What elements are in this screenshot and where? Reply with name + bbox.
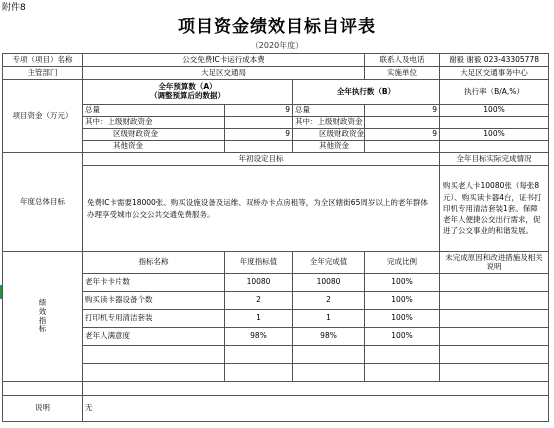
budget-header-line1: 全年预算数（A） (158, 82, 217, 92)
perf-row (3, 292, 549, 310)
funds-row (3, 105, 549, 117)
perf-note[interactable] (440, 292, 549, 310)
perf-target[interactable]: 2 (225, 292, 293, 310)
funds-budget-value[interactable]: 9 (225, 129, 293, 141)
perf-header-row (3, 252, 549, 274)
perf-actual[interactable] (293, 364, 365, 382)
note-label: 说明 (3, 396, 83, 422)
funds-budget-label: 总量 (83, 105, 225, 117)
perf-name[interactable]: 老年人满意度 (83, 328, 225, 346)
annual-body-row (3, 166, 549, 252)
perf-label-char: 指 (38, 315, 47, 325)
budget-header-line2: （调整预算后的数据） (150, 91, 225, 100)
funds-exec-label: 其中：上级财政资金 (293, 117, 365, 129)
annual-actual-text[interactable]: 购买老人卡10080张（每张8元）、购买读卡器4台，证书打印机专用清洁套装1套。保障老年人便捷公交出行需求，促进了公交事业的和谐发展。 (440, 166, 549, 252)
spacer-row (3, 382, 549, 396)
contact-label: 联系人及电话 (365, 54, 440, 67)
note-row (3, 396, 549, 422)
perf-header-ratio: 完成比例 (365, 252, 440, 274)
funds-exec-label: 其他资金 (293, 141, 365, 153)
perf-header-note: 未完成原因和改进措施及相关说明 (440, 252, 549, 274)
perf-note[interactable] (440, 310, 549, 328)
funds-budget-label: 区级财政资金 (83, 129, 225, 141)
funds-row (3, 117, 549, 129)
perf-label-char: 绩 (38, 298, 47, 308)
funds-budget-label: 其中：上级财政资金 (83, 117, 225, 129)
perf-name[interactable]: 购买读卡器设备个数 (83, 292, 225, 310)
project-name-value[interactable]: 公交免费IC卡运行成本费 (83, 54, 365, 67)
perf-label-char: 标 (38, 324, 47, 334)
perf-target[interactable]: 10080 (225, 274, 293, 292)
dept-label: 主管部门 (3, 67, 83, 80)
perf-target[interactable]: 98% (225, 328, 293, 346)
perf-header-name: 指标名称 (83, 252, 225, 274)
project-name-label: 专项（项目）名称 (3, 54, 83, 67)
perf-target[interactable]: 1 (225, 310, 293, 328)
funds-exec-value[interactable] (365, 141, 440, 153)
attachment-label: 附件8 (2, 3, 26, 13)
dept-row (3, 67, 549, 80)
perf-actual[interactable] (293, 346, 365, 364)
perf-ratio[interactable] (365, 364, 440, 382)
perf-ratio[interactable] (365, 346, 440, 364)
exec-header: 全年执行数（B） (293, 80, 440, 105)
perf-name[interactable]: 老年卡卡片数 (83, 274, 225, 292)
perf-note[interactable] (440, 346, 549, 364)
funds-budget-value[interactable]: 9 (225, 105, 293, 117)
annual-actual-header: 全年目标实际完成情况 (440, 153, 549, 166)
perf-actual[interactable]: 1 (293, 310, 365, 328)
perf-name[interactable] (83, 346, 225, 364)
annual-header-row (3, 153, 549, 166)
annual-label: 年度总体目标 (3, 153, 83, 252)
funds-exec-label: 总量 (293, 105, 365, 117)
budget-header (83, 80, 293, 105)
perf-header-target: 年度指标值 (225, 252, 293, 274)
funds-exec-value[interactable]: 9 (365, 105, 440, 117)
funds-exec-label: 区级财政资金 (293, 129, 365, 141)
funds-rate-value[interactable]: 100% (440, 105, 549, 117)
perf-actual[interactable]: 10080 (293, 274, 365, 292)
funds-budget-label: 其他资金 (83, 141, 225, 153)
funds-header-row (3, 80, 549, 105)
annual-target-header: 年初设定目标 (83, 153, 440, 166)
perf-note[interactable] (440, 328, 549, 346)
evaluation-table (2, 53, 549, 422)
perf-target[interactable] (225, 346, 293, 364)
funds-rate-value[interactable] (440, 141, 549, 153)
funds-rate-value[interactable]: 100% (440, 129, 549, 141)
perf-row (3, 274, 549, 292)
unit-value[interactable]: 大足区交通事务中心 (440, 67, 549, 80)
contact-value[interactable]: 谢毅 谢毅 023-43305778 (440, 54, 549, 67)
perf-row (3, 328, 549, 346)
perf-label (3, 252, 83, 382)
form-year: （2020年度） (250, 41, 304, 50)
perf-row (3, 346, 549, 364)
perf-header-actual: 全年完成值 (293, 252, 365, 274)
note-value[interactable]: 无 (83, 396, 549, 422)
perf-actual[interactable]: 2 (293, 292, 365, 310)
perf-name[interactable]: 打印机专用清洁套装 (83, 310, 225, 328)
perf-ratio[interactable]: 100% (365, 328, 440, 346)
perf-actual[interactable]: 98% (293, 328, 365, 346)
perf-ratio[interactable]: 100% (365, 310, 440, 328)
perf-name[interactable] (83, 364, 225, 382)
spacer-cell (83, 382, 549, 396)
funds-exec-value[interactable]: 9 (365, 129, 440, 141)
perf-ratio[interactable]: 100% (365, 274, 440, 292)
perf-note[interactable] (440, 274, 549, 292)
perf-target[interactable] (225, 364, 293, 382)
perf-note[interactable] (440, 364, 549, 382)
funds-exec-value[interactable] (365, 117, 440, 129)
perf-label-char: 效 (38, 306, 47, 316)
perf-ratio[interactable]: 100% (365, 292, 440, 310)
funds-label: 项目资金（万元） (3, 80, 83, 153)
funds-row (3, 129, 549, 141)
rate-header: 执行率（B/A,%） (440, 80, 549, 105)
perf-row (3, 310, 549, 328)
unit-label: 实施单位 (365, 67, 440, 80)
funds-budget-value[interactable] (225, 117, 293, 129)
project-row (3, 54, 549, 67)
annual-target-text[interactable]: 免费IC卡需要18000张、购买设施设备及运维、双桥办卡点房租等，为全区辖街65周岁以上的老年群体办理享受城市公交公共交通免费服务。 (83, 166, 440, 252)
dept-value[interactable]: 大足区交通局 (83, 67, 365, 80)
perf-row (3, 364, 549, 382)
funds-row (3, 141, 549, 153)
funds-budget-value[interactable] (225, 141, 293, 153)
spacer-cell (3, 382, 83, 396)
form-title: 项目资金绩效目标自评表 (178, 17, 376, 37)
funds-rate-value[interactable] (440, 117, 549, 129)
